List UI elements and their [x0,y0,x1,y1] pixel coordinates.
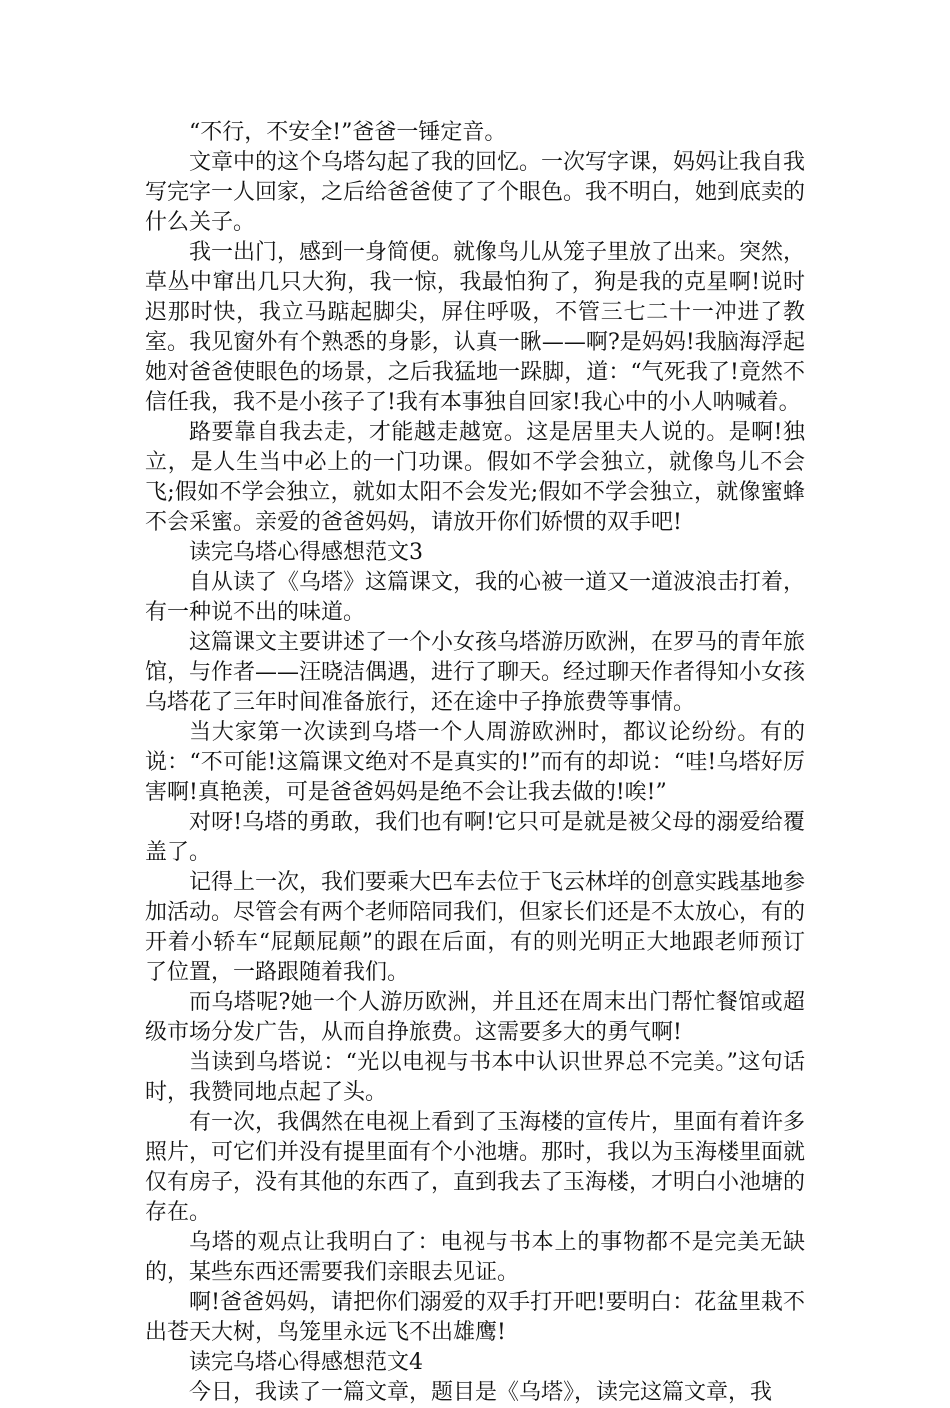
paragraph: 而乌塔呢?她一个人游历欧洲，并且还在周末出门帮忙餐馆或超级市场分发广告，从而自挣旅费。这需要多大的勇气啊! [145,990,805,1045]
paragraph: 啊!爸爸妈妈，请把你们溺爱的双手打开吧!要明白：花盆里栽不出苍天大树，鸟笼里永远飞不出雄鹰! [145,1290,805,1345]
section-heading: 读完乌塔心得感想范文3 [189,540,423,565]
document-body [145,118,805,1408]
paragraph: 路要靠自我去走，才能越走越宽。这是居里夫人说的。是啊!独立，是人生当中必上的一门功课。假如不学会独立，就像鸟儿不会飞;假如不学会独立，就如太阳不会发光;假如不学会独立，就像蜜蜂不会采蜜。亲爱的爸爸妈妈，请放开你们娇惯的双手吧! [145,420,805,535]
paragraph: 当读到乌塔说：“光以电视与书本中认识世界总不完美。”这句话时，我赞同地点起了头。 [145,1050,805,1105]
paragraph: 这篇课文主要讲述了一个小女孩乌塔游历欧洲，在罗马的青年旅馆，与作者——汪晓洁偶遇，进行了聊天。经过聊天作者得知小女孩乌塔花了三年时间准备旅行，还在途中子挣旅费等事情。 [145,630,806,715]
paragraph: 自从读了《乌塔》这篇课文，我的心被一道又一道波浪击打着，有一种说不出的味道。 [145,570,806,625]
paragraph: 记得上一次，我们要乘大巴车去位于飞云林垟的创意实践基地参加活动。尽管会有两个老师陪同我们，但家长们还是不太放心，有的开着小轿车“屁颠屁颠”的跟在后面，有的则光明正大地跟老师预订了位置，一路跟随着我们。 [145,870,806,985]
paragraph: 文章中的这个乌塔勾起了我的回忆。一次写字课，妈妈让我自我写完字一人回家，之后给爸爸使了了个眼色。我不明白，她到底卖的什么关子。 [145,150,806,235]
paragraph: “不行，不安全!”爸爸一锤定音。 [189,120,507,145]
paragraph: 乌塔的观点让我明白了：电视与书本上的事物都不是完美无缺的，某些东西还需要我们亲眼去见证。 [145,1230,805,1285]
paragraph: 今日，我读了一篇文章，题目是《乌塔》，读完这篇文章，我 [189,1380,773,1405]
paragraph: 有一次，我偶然在电视上看到了玉海楼的宣传片，里面有着许多照片，可它们并没有提里面有个小池塘。那时，我以为玉海楼里面就仅有房子，没有其他的东西了，直到我去了玉海楼，才明白小池塘的存在。 [145,1110,806,1225]
section-heading: 读完乌塔心得感想范文4 [189,1350,423,1375]
paragraph: 当大家第一次读到乌塔一个人周游欧洲时，都议论纷纷。有的说：“不可能!这篇课文绝对不是真实的!”而有的却说：“哇!乌塔好厉害啊!真艳羡，可是爸爸妈妈是绝不会让我去做的!唉!” [145,720,805,805]
paragraph: 我一出门，感到一身简便。就像鸟儿从笼子里放了出来。突然，草丛中窜出几只大狗，我一惊，我最怕狗了，狗是我的克星啊!说时迟那时快，我立马踮起脚尖，屏住呼吸，不管三七二十一冲进了教室。我见窗外有个熟悉的身影，认真一瞅——啊?是妈妈!我脑海浮起她对爸爸使眼色的场景，之后我猛地一跺脚，道：“气死我了!竟然不信任我，我不是小孩子了!我有本事独自回家!我心中的小人呐喊着。 [145,240,806,415]
paragraph: 对呀!乌塔的勇敢，我们也有啊!它只可是就是被父母的溺爱给覆盖了。 [145,810,805,865]
